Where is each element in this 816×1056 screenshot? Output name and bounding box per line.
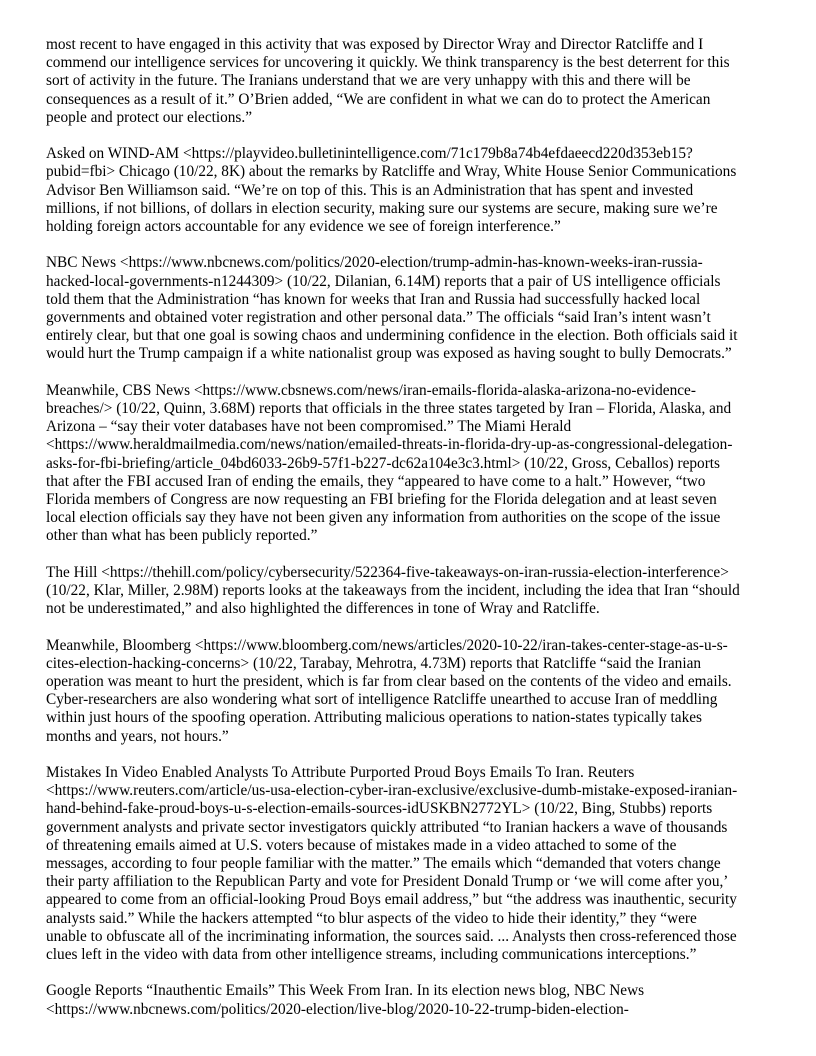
paragraph-the-hill: The Hill <https://thehill.com/policy/cybersecurity/522364-five-takeaways-on-iran-russia-election-interference> (10/22, Klar, Miller, 2.98M) reports looks at the takeaways from the incident, including the idea that Iran “should not be underestimated,” and also highlighted the differences in tone of Wray and Ratcliffe. <box>46 563 740 618</box>
paragraph-nbc-news: NBC News <https://www.nbcnews.com/politics/2020-election/trump-admin-has-known-weeks-iran-russia- hacked-local-governments-n1244309> (10/22, Dilanian, 6.14M) reports that a pair of US intelligence officials told them that the Administration “has known for weeks that Iran and Russia had successfully hacked local governments and obtained voter registration and other personal data.” The officials “said Iran’s intent wasn’t entirely clear, but that one goal is sowing chaos and undermining confidence in the election. Both officials said it would hurt the Trump campaign if a white nationalist group was exposed as having sought to bully Democrats.” <box>46 254 738 363</box>
paragraph-wind-am: Asked on WIND-AM <https://playvideo.bulletinintelligence.com/71c179b8a74b4efdaeecd220d353eb15? pubid=fbi> Chicago (10/22, 8K) about the remarks by Ratcliffe and Wray, White House Senior Communications Advisor Ben Williamson said. “We’re on top of this. This is an Administration that has spent and invested millions, if not billions, of dollars in election security, making sure our systems are secure, making sure we’re holding foreign actors accountable for any evidence we see of foreign interference.” <box>46 145 737 236</box>
paragraph-google-reports: Google Reports “Inauthentic Emails” This Week From Iran. In its election news blog, NBC News <https://www.nbcnews.com/politics/2020-election/live-blog/2020-10-22-trump-biden-election- <box>46 982 645 1018</box>
paragraph-obrien-quote: most recent to have engaged in this activity that was exposed by Director Wray and Director Ratcliffe and I commend our intelligence services for uncovering it quickly. We think transparency is the best deterrent for this sort of activity in the future. The Iranians understand that we are very unhappy with this and there will be consequences as a result of it.” O’Brien added, “We are confident in what we can do to protect the American people and protect our elections.” <box>46 36 730 126</box>
paragraph-reuters: Mistakes In Video Enabled Analysts To Attribute Purported Proud Boys Emails To Iran. Reuters <https://www.reuters.com/article/us-usa-election-cyber-iran-exclusive/exclusive-dumb-mistake-exposed-iranian- hand-behind-fake-proud-boys-u-s-election-emails-sources-idUSKBN2772YL> (10/22, Bing, Stubbs) reports government analysts and private sector investigators quickly attributed “to Iranian hackers a wave of thousands of threatening emails aimed at U.S. voters because of mistakes made in a video attached to some of the messages, according to four people familiar with the matter.” The emails which “demanded that voters change their party affiliation to the Republican Party and vote for President Donald Trump or ‘we will come after you,’ appeared to come from an official-looking Proud Boys email address,” but “the address was inauthentic, security analysts said.” While the hackers attempted “to blur aspects of the video to hide their identity,” they “were unable to obfuscate all of the incriminating information, the sources said. ... Analysts then cross-referenced those clues left in the video with data from other intelligence streams, including communications interceptions.” <box>46 764 738 964</box>
document-page <box>46 36 774 1037</box>
paragraph-cbs-news: Meanwhile, CBS News <https://www.cbsnews.com/news/iran-emails-florida-alaska-arizona-no-evidence- breaches/> (10/22, Quinn, 3.68M) reports that officials in the three states targeted by Iran – Florida, Alaska, and Arizona – “say their voter databases have not been compromised.” The Miami Herald <https://www.heraldmailmedia.com/news/nation/emailed-threats-in-florida-dry-up-as-congressional-delegation- asks-for-fbi-briefing/article_04bd6033-26b9-57f1-b227-dc62a104e3c3.html> (10/22, Gross, Ceballos) reports that after the FBI accused Iran of ending the emails, they “appeared to have come to a halt.” However, “two Florida members of Congress are now requesting an FBI briefing for the Florida delegation and at least seven local election officials say they have not been given any information from authorities on the scope of the issue other than what has been publicly reported.” <box>46 381 733 545</box>
paragraph-bloomberg: Meanwhile, Bloomberg <https://www.bloomberg.com/news/articles/2020-10-22/iran-takes-center-stage-as-u-s- cites-election-hacking-concerns> (10/22, Tarabay, Mehrotra, 4.73M) reports that Ratcliffe “said the Iranian operation was meant to hurt the president, which is far from clear based on the contents of the video and emails. Cyber-researchers are also wondering what sort of intelligence Ratcliffe unearthed to accuse Iran of meddling within just hours of the spoofing operation. Attributing malicious operations to nation-states typically takes months and years, not hours.” <box>46 636 732 745</box>
